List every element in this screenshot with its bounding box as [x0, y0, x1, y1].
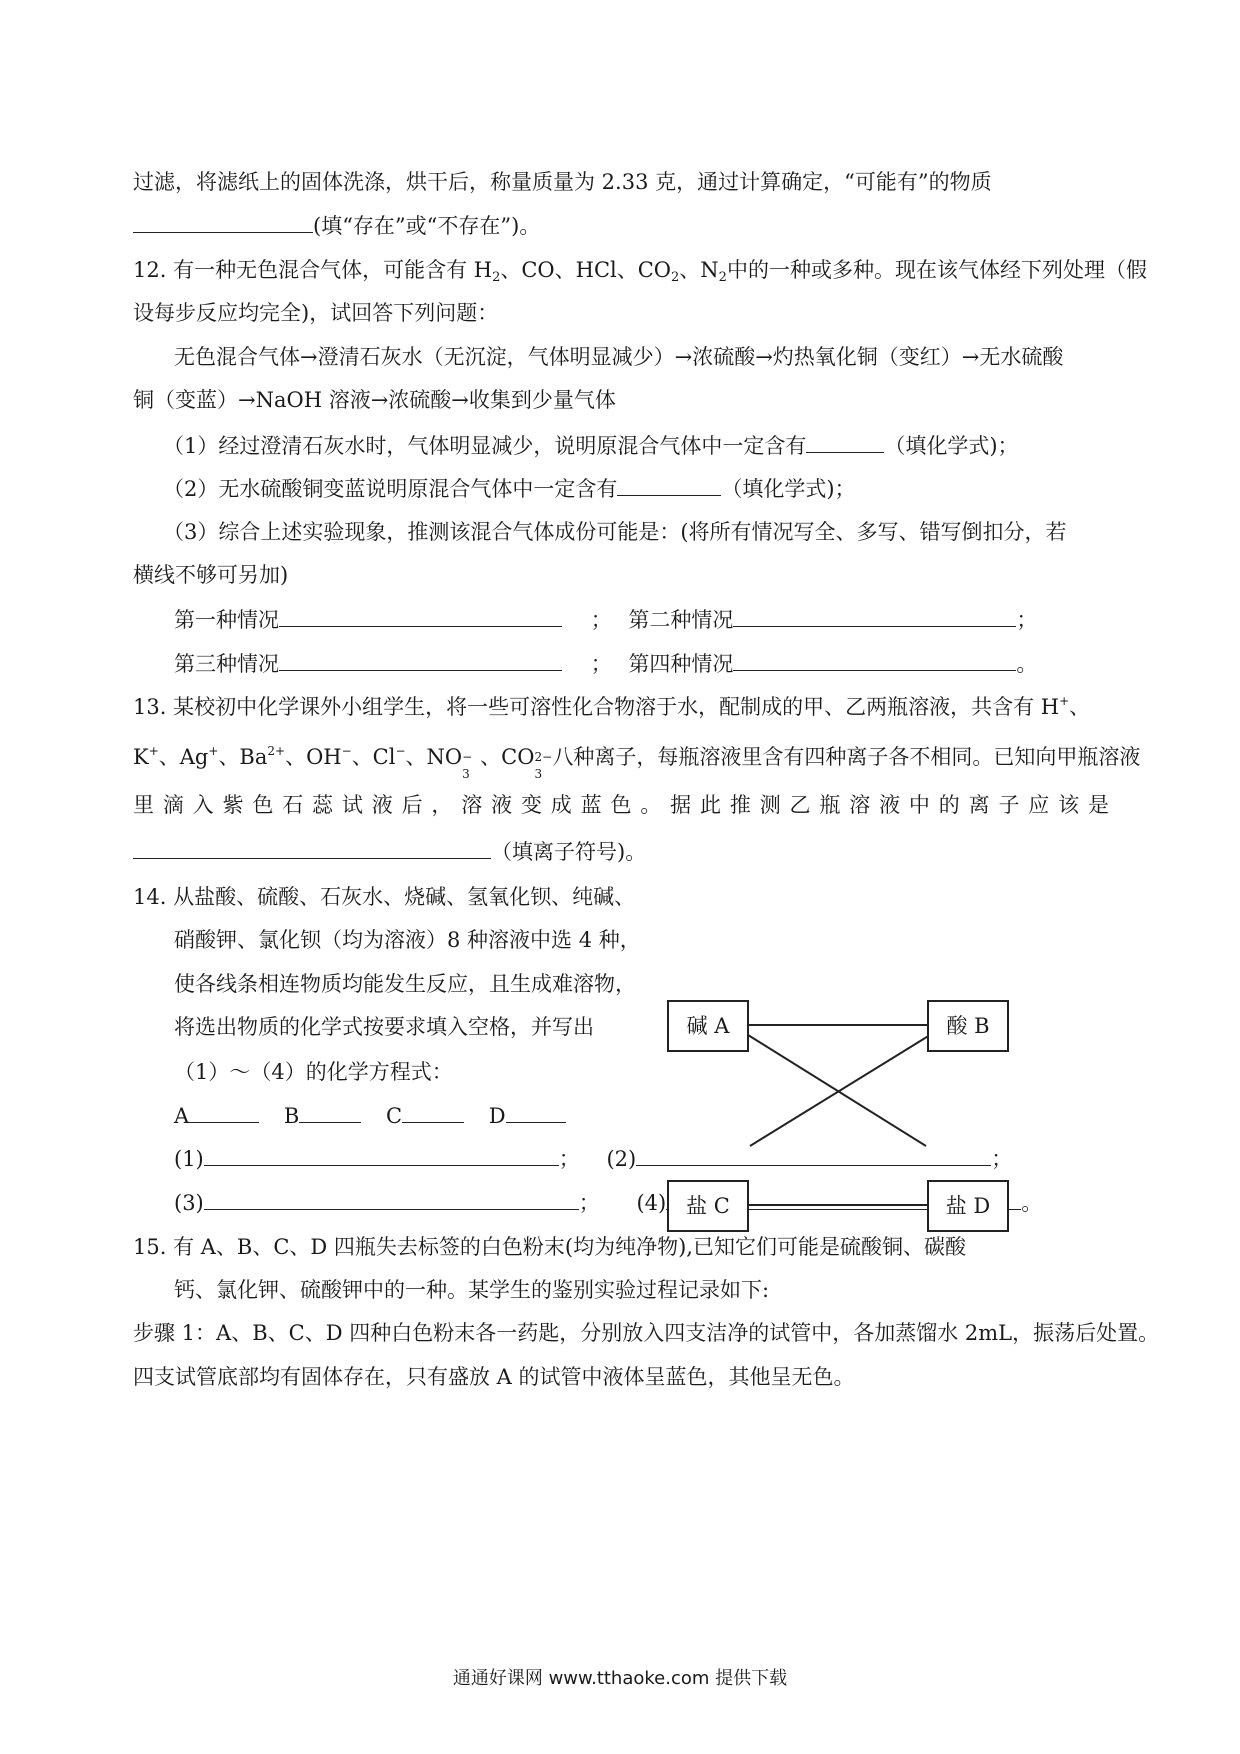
q12-line1: 12. 有一种无色混合气体，可能含有 $H_2$、CO、HCl、$CO_2$、$N_2$中的一种或多种。现在该气体经下列处理（假: [133, 258, 1147, 285]
q15-line2: 钙、氯化钾、硫酸钾中的一种。某学生的鉴别实验过程记录如下:: [174, 1278, 770, 1302]
q12-cases-row2: 第三种情况 ； 第四种情况 。: [174, 648, 1037, 679]
q13-line2: K+、Ag+、$Ba^{2+}$、OH−、Cl−、NO − 3 、CO 2− 3 八种离子，每瓶溶液里含有四种离子各不相同。已知向甲瓶溶液: [133, 744, 1141, 781]
q14-abcd-row: A B C D: [174, 1100, 566, 1131]
box-acid-b: 酸 B: [927, 1000, 1009, 1052]
box-salt-d: 盐 D: [927, 1180, 1009, 1232]
page-footer: 通通好课网 www.tthaoke.com 提供下载: [452, 1668, 788, 1689]
q15-line3: 步骤 1：A、B、C、D 四种白色粉末各一药匙，分别放入四支洁净的试管中，各加蒸馏水 2mL，振荡后处置。: [133, 1321, 1160, 1345]
q15-line1: 15. 有 A、B、C、D 四瓶失去标签的白色粉末(均为纯净物),已知它们可能是硫酸铜、碳酸: [133, 1235, 966, 1259]
q12-line2: 设每步反应均完全)，试回答下列问题：: [133, 301, 499, 325]
q15-line4: 四支试管底部均有固体存在，只有盛放 A 的试管中液体呈蓝色，其他呈无色。: [133, 1365, 855, 1389]
q14-line2: 硝酸钾、氯化钡（均为溶液）8 种溶液中选 4 种，: [174, 928, 641, 952]
q13-line3: 里滴入紫色石蕊试液后，溶液变成蓝色。据此推测乙瓶溶液中的离子应该是: [133, 793, 1109, 817]
q14-line1: 14. 从盐酸、硫酸、石灰水、烧碱、氢氧化钡、纯碱、: [133, 885, 636, 909]
connector-a-d: [748, 1035, 926, 1146]
q11-hint: (填“存在”或“不存在”)。: [313, 214, 541, 238]
q12-cases-row1: 第一种情况 ； 第二种情况 ；: [174, 604, 1037, 635]
q12-line4: 铜（变蓝）→NaOH 溶液→浓硫酸→收集到少量气体: [133, 388, 616, 412]
q14-eq-row1: (1) ； (2) ；: [174, 1143, 1012, 1174]
q12-part3-cont: 横线不够可另加): [133, 563, 289, 587]
q12-part1: （1）经过澄清石灰水时，气体明显减少，说明原混合气体中一定含有 （填化学式)；: [163, 430, 1019, 461]
q14-eq-row2: (3) ； (4) 。: [174, 1187, 1042, 1218]
q13-line4: （填离子符号)。: [133, 836, 646, 867]
q13-line1: 13. 某校初中化学课外小组学生，将一些可溶性化合物溶于水，配制成的甲、乙两瓶溶液，共含有 H+、: [133, 694, 1091, 719]
q12-line3: 无色混合气体→澄清石灰水（无沉淀，气体明显减少）→浓硫酸→灼热氧化铜（变红）→无水硫酸: [174, 345, 1064, 369]
q14-line4: 将选出物质的化学式按要求填入空格，并写出: [174, 1015, 594, 1039]
box-base-a: 碱 A: [667, 1000, 749, 1052]
q12-part3: （3）综合上述实验现象，推测该混合气体成份可能是：(将所有情况写全、多写、错写倒扣分，若: [163, 520, 1067, 544]
q11-line1: 过滤，将滤纸上的固体洗涤，烘干后，称量质量为 2.33 克，通过计算确定，“可能有”的物质: [133, 170, 992, 194]
connector-b-c: [750, 1035, 930, 1146]
q14-line3: 使各线条相连物质均能发生反应，且生成难溶物，: [174, 972, 636, 996]
q14-line5: （1）～（4）的化学方程式：: [174, 1060, 453, 1084]
q12-part2: （2）无水硫酸铜变蓝说明原混合气体中一定含有 （填化学式)；: [163, 473, 856, 504]
box-salt-c: 盐 C: [667, 1180, 749, 1232]
